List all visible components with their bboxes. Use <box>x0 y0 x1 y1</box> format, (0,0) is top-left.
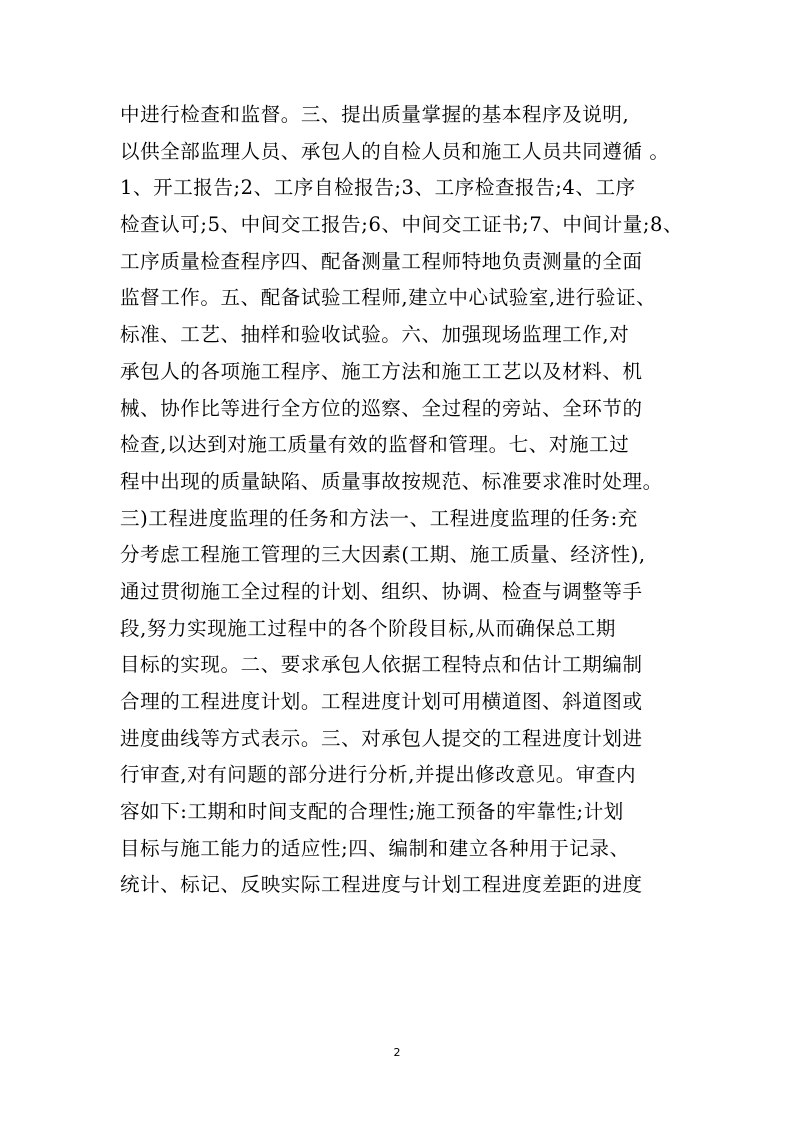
text-line: 程中出现的质量缺陷、质量事故按规范、标准要求准时处理。 <box>120 469 663 493</box>
text-line: 以供全部监理人员、承包人的自检人员和施工人员共同遵循 。 <box>120 139 670 163</box>
text-line: 1、开工报告;2、工序自检报告;3、工序检查报告;4、工序 <box>120 176 636 200</box>
text-line: 目标与施工能力的适应性;四、编制和建立各种用于记录、 <box>120 836 630 860</box>
text-line: 监督工作。五、配备试验工程师,建立中心试验室,进行验证、 <box>120 286 657 310</box>
text-line: 分考虑工程施工管理的三大因素(工期、施工质量、经济性), <box>120 543 646 567</box>
body-text <box>120 97 684 904</box>
text-line: 检查,以达到对施工质量有效的监督和管理。七、对施工过 <box>120 433 630 457</box>
text-line: 容如下:工期和时间支配的合理性;施工预备的牢靠性;计划 <box>120 800 624 824</box>
text-line: 三)工程进度监理的任务和方法一、工程进度监理的任务:充 <box>120 506 638 530</box>
text-line: 承包人的各项施工程序、施工方法和施工工艺以及材料、机 <box>120 359 643 383</box>
text-line: 目标的实现。二、要求承包人依据工程特点和估计工期编制 <box>120 653 643 677</box>
text-line: 中进行检查和监督。三、提出质量掌握的基本程序及说明, <box>120 103 630 126</box>
text-line: 通过贯彻施工全过程的计划、组织、协调、检查与调整等手 <box>120 579 643 603</box>
text-line: 行审查,对有问题的部分进行分析,并提出修改意见。审查内 <box>120 763 637 787</box>
text-line: 工序质量检查程序四、配备测量工程师特地负责测量的全面 <box>120 249 643 273</box>
text-line: 进度曲线等方式表示。三、对承包人提交的工程进度计划进 <box>120 726 643 750</box>
text-line: 械、协作比等进行全方位的巡察、全过程的旁站、全环节的 <box>120 396 643 420</box>
text-line: 检查认可;5、中间交工报告;6、中间交工证书;7、中间计量;8、 <box>120 213 684 237</box>
text-line: 段,努力实现施工过程中的各个阶段目标,从而确保总工期 <box>120 616 616 640</box>
page-number: 2 <box>393 1046 401 1059</box>
text-line: 合理的工程进度计划。工程进度计划可用横道图、斜道图或 <box>120 690 643 713</box>
text-line: 标准、工艺、抽样和验收试验。六、加强现场监理工作,对 <box>120 323 630 347</box>
text-line: 统计、标记、反映实际工程进度与计划工程进度差距的进度 <box>120 873 643 897</box>
